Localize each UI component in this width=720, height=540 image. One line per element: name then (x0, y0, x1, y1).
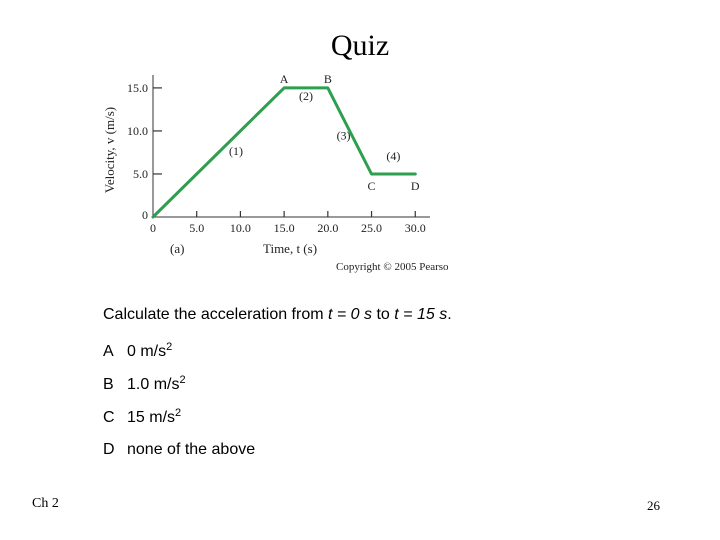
option-text: 1.0 m/s (127, 376, 180, 393)
question-middle: to (372, 306, 395, 323)
option-text: none of the above (127, 441, 256, 458)
option-superscript: 2 (175, 407, 182, 419)
option-a[interactable] (103, 336, 172, 363)
x-tick-label: 10.0 (229, 221, 251, 235)
slide-title: Quiz (330, 29, 390, 62)
point-label-b: B (323, 71, 332, 86)
option-text: 0 m/s (127, 343, 167, 360)
x-tick-label: 0 (150, 221, 156, 235)
option-superscript: 2 (166, 341, 173, 353)
question-text (103, 304, 452, 326)
y-origin-label: 0 (142, 208, 148, 222)
y-axis-label: Velocity, v (m/s) (102, 106, 117, 194)
segment-label-1: (1) (229, 144, 244, 159)
option-letter: C (103, 409, 115, 426)
segment-label-2: (2) (298, 88, 313, 103)
option-letter: A (103, 343, 114, 360)
velocity-time-chart (100, 70, 490, 275)
y-tick-label: 5.0 (133, 166, 148, 181)
y-tick-label: 15.0 (127, 80, 148, 95)
x-tick-label: 25.0 (361, 221, 383, 235)
x-axis-label: Time, t (s) (262, 241, 318, 256)
option-c[interactable] (103, 402, 181, 429)
velocity-series-line (153, 88, 415, 217)
question-var-start: t = 0 s (328, 306, 373, 323)
option-letter: B (103, 376, 114, 393)
segment-label-4: (4) (386, 149, 401, 164)
y-tick-label: 10.0 (127, 123, 148, 138)
option-superscript: 2 (179, 374, 186, 386)
question-prefix: Calculate the acceleration from (103, 306, 328, 323)
x-tick-label: 5.0 (189, 221, 205, 235)
point-label-a: A (279, 71, 289, 86)
panel-label: (a) (170, 241, 185, 256)
copyright-text: Copyright © 2005 Pearso (336, 261, 449, 273)
x-tick-label: 30.0 (404, 221, 426, 235)
option-letter: D (103, 441, 115, 458)
x-tick-label: 15.0 (273, 221, 295, 235)
question-suffix: . (447, 306, 452, 323)
option-d[interactable] (103, 434, 255, 461)
x-tick-label: 20.0 (317, 221, 339, 235)
chapter-label: Ch 2 (32, 496, 59, 511)
segment-label-3: (3) (336, 128, 351, 143)
question-var-end: t = 15 s (394, 306, 448, 323)
option-b[interactable] (103, 369, 186, 396)
option-text: 15 m/s (127, 409, 176, 426)
page-number: 26 (647, 498, 660, 513)
point-label-c: C (367, 178, 376, 193)
point-label-d: D (410, 178, 420, 193)
